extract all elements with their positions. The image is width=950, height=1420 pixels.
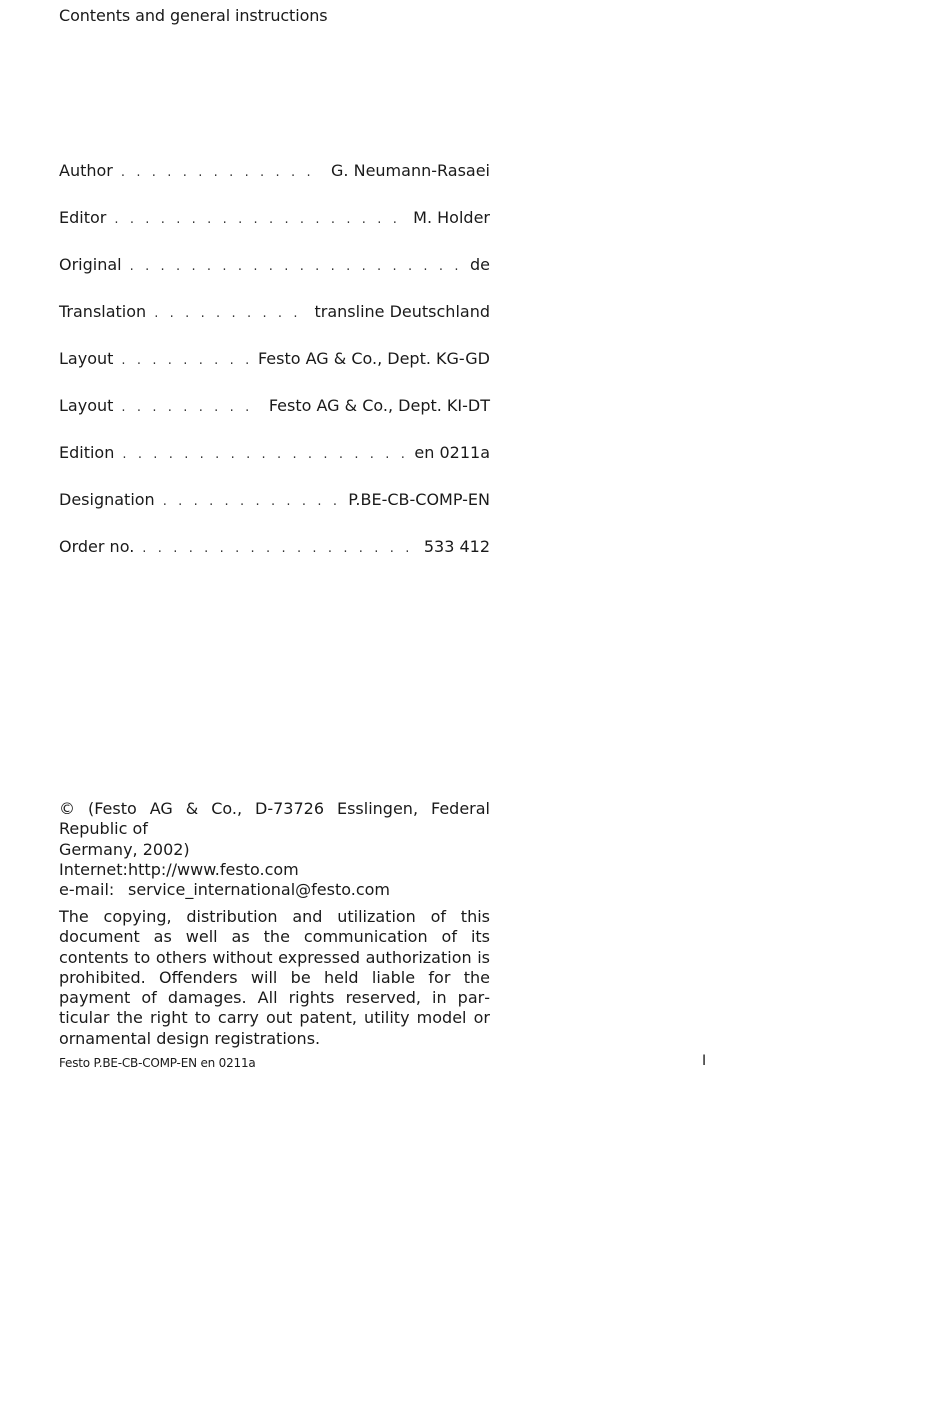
email-label: e-mail: bbox=[59, 880, 115, 900]
dot-leader bbox=[121, 349, 250, 373]
copyright-block bbox=[59, 799, 490, 900]
imprint-value: G. Neumann-Rasaei bbox=[331, 161, 490, 180]
website-link[interactable]: http://www.festo.com bbox=[128, 859, 299, 879]
dot-leader bbox=[142, 537, 416, 561]
dot-leader bbox=[121, 161, 323, 185]
dot-leader bbox=[154, 302, 306, 326]
internet-label: Internet: bbox=[59, 859, 128, 879]
dot-leader bbox=[163, 490, 341, 514]
imprint-row-editor bbox=[59, 206, 490, 253]
email-row bbox=[59, 880, 490, 900]
imprint-value: en 0211a bbox=[414, 443, 490, 462]
imprint-value: Festo AG & Co., Dept. KG-GD bbox=[257, 349, 490, 368]
internet-row bbox=[59, 860, 490, 880]
imprint-list bbox=[59, 159, 490, 582]
imprint-label: Original bbox=[59, 255, 122, 274]
dot-leader bbox=[121, 396, 260, 420]
imprint-value: 533 412 bbox=[423, 537, 490, 556]
imprint-row-edition bbox=[59, 441, 490, 488]
email-link[interactable]: service_international@festo.com bbox=[128, 880, 391, 900]
imprint-row-designation bbox=[59, 488, 490, 535]
imprint-value: M. Holder bbox=[413, 208, 490, 227]
dot-leader bbox=[122, 443, 406, 467]
imprint-row-original bbox=[59, 253, 490, 300]
legal-notice: The copying, distribution and utilization of this document as well as the communication of its contents to others without expressed authorization is prohibited. Offenders will be held liable for the payment of damages. All rights reserved, in particular the right to carry out patent, utility model or ornamental design registrations. bbox=[59, 907, 490, 1048]
imprint-label: Editor bbox=[59, 208, 107, 227]
imprint-label: Layout bbox=[59, 349, 114, 368]
footer-document-ref: Festo P.BE-CB-COMP-EN en 0211a bbox=[59, 1056, 256, 1070]
page-header-title: Contents and general instructions bbox=[59, 6, 328, 25]
imprint-value: Festo AG & Co., Dept. KI-DT bbox=[268, 396, 490, 415]
dot-leader bbox=[114, 208, 405, 232]
imprint-row-layout bbox=[59, 347, 490, 394]
imprint-label: Order no. bbox=[59, 537, 135, 556]
imprint-label: Translation bbox=[59, 302, 147, 321]
dot-leader bbox=[130, 255, 462, 279]
imprint-row-translation bbox=[59, 300, 490, 347]
imprint-value: transline Deutschland bbox=[314, 302, 490, 321]
imprint-label: Edition bbox=[59, 443, 115, 462]
imprint-value: de bbox=[470, 255, 490, 274]
imprint-value: P.BE-CB-COMP-EN bbox=[348, 490, 490, 509]
imprint-label: Author bbox=[59, 161, 113, 180]
imprint-row-order-no bbox=[59, 535, 490, 582]
copyright-line: © (Festo AG & Co., D-73726 Esslingen, Federal Republic of bbox=[59, 799, 490, 839]
imprint-label: Layout bbox=[59, 396, 114, 415]
imprint-row-layout-2 bbox=[59, 394, 490, 441]
copyright-line-2: Germany, 2002) bbox=[59, 839, 190, 859]
imprint-label: Designation bbox=[59, 490, 155, 509]
footer-page-number: I bbox=[702, 1053, 707, 1069]
imprint-row-author bbox=[59, 159, 490, 206]
